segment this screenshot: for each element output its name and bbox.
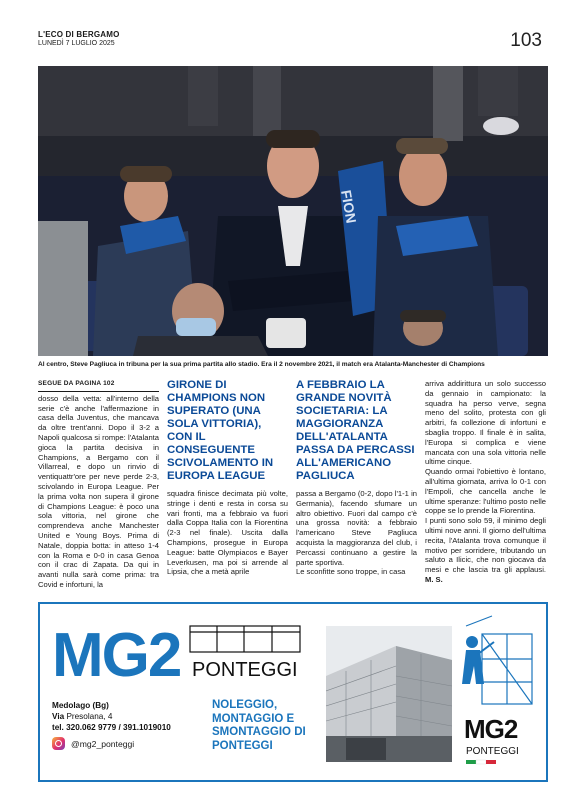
building-scaffold-photo: [326, 626, 452, 762]
photo-caption: Al centro, Steve Pagliuca in tribuna per la sua prima partita allo stadio. Era il 2 novembre 2021, il match era Atalanta-Manchester di Champions: [38, 361, 485, 368]
instagram-handle[interactable]: @mg2_ponteggi: [71, 738, 135, 749]
newspaper-name: L'ECO DI BERGAMO: [38, 30, 120, 39]
article-paragraph: Le sconfitte sono troppe, in casa: [296, 567, 406, 577]
flag-white: [476, 760, 486, 764]
phone-number[interactable]: 320.062 9779 / 391.1019010: [66, 723, 171, 732]
article-text: I punti sono solo 59, il minimo degli ultimi nove anni. Il giorno dell'ultima recita, l'Atalanta trova comunque il motivo per sorridere, tributando un saluto a Ilicic, che non giocava da mesi e che lascia tra gli applausi.: [425, 516, 546, 575]
article-paragraph: dosso della vetta: all'interno della serie c'è anche l'affermazione in casa della Juventus, che mancava da oltre trent'anni. Dopo il 3-2 a Napoli qualcosa si rompe: l'Atalanta gioca la partita decisiva in Champions, a Bergamo con il Villarreal, e dopo un rinvio di ventiquattr'ore per neve perde 2-3, scivolando in Europa League. Per la prima volta non supera il girone di Champions League: è poco una sola vittoria, nel girone che comprendeva anche Manchester United e Young Boys. Prima di Natale, doppia botta: in atteso 1-4 con la Roma e 0-0 in casa Genoa con il crac di Zapata. Da qui in avanti nulla sarà come prima: tra Covid e infortuni, la: [38, 393, 159, 589]
brand-sub-text: PONTEGGI: [192, 659, 298, 681]
scaffold-icon: [190, 626, 300, 652]
ad-slogan: NOLEGGIO, MONTAGGIO E SMONTAGGIO DI PONTEGGI: [212, 699, 306, 752]
advertisement-box[interactable]: [38, 602, 548, 782]
article-column-3: [296, 379, 417, 577]
address-via-label: Via: [52, 712, 65, 721]
photo-illustration: [38, 66, 548, 356]
article-paragraph: [425, 516, 546, 585]
article-column-1: [38, 379, 159, 590]
worker-mark-illustration: [458, 614, 542, 774]
continued-from-label: SEGUE DA PAGINA 102: [38, 379, 159, 392]
pull-quote-headline: A FEBBRAIO LA GRANDE NOVITÀ SOCIETARIA: LA MAGGIORANZA DELL'ATALANTA PASSA DA PERCASSI ALL'AMERICANO PAGLIUCA: [296, 379, 415, 482]
article-paragraph: passa a Bergamo (0-2, dopo l'1-1 in Germania), facendo sfumare un altro obiettivo. Fuori dal campo c'è una grossa novità: a febbraio l'americano Steve Pagliuca acquista la maggioranza del club, i Percassi continuano a gestire la parte sportiva.: [296, 489, 417, 567]
page-header: [38, 30, 548, 54]
building-illustration: [326, 626, 452, 762]
page-number: 103: [510, 30, 542, 51]
instagram-link[interactable]: [52, 737, 134, 750]
article-column-4: [425, 379, 546, 585]
article-paragraph: squadra finisce decimata più volte, stringe i denti e resta in corsa su vari fronti, ma a febbraio va fuori dalla Coppa Italia con la Fiorentina (2-3 nel finale). Uscita dalla Champions, prosegue in Europa League: batte Olympiacos e Bayer Leverkusen, ma poi si arrende al Lipsia, che a metà aprile: [167, 489, 288, 577]
author-signature: M. S.: [425, 574, 443, 584]
address-city: Medolago (Bg): [52, 701, 109, 710]
brand-logo-text: MG2: [52, 622, 181, 690]
instagram-icon: [52, 737, 65, 750]
flag-green: [466, 760, 476, 764]
mg2-ponteggi-logo: [52, 622, 322, 692]
mark-logo-text: MG2: [464, 714, 518, 744]
scarf-lettering: FION: [338, 188, 360, 225]
article-paragraph: arriva addirittura un solo successo da gennaio in campionato: la squadra ha perso verve, segna meno del solito, protesta con gli arbitri, fa collezione di infortuni e sbaglia troppo. Il finale è in salita, l'Europa si complica e viene mancata con una sola vittoria nelle ultime cinque.: [425, 379, 546, 467]
address-street: Presolana, 4: [66, 712, 113, 721]
mark-sub-text: PONTEGGI: [466, 746, 519, 757]
phone-label: tel.: [52, 723, 64, 732]
publication-date: LUNEDÌ 7 LUGLIO 2025: [38, 40, 115, 47]
article-paragraph: Quando ormai l'obiettivo è lontano, all'ultima giornata, arriva lo 0-1 con l'Empoli, che cancella anche le ultime speranze: l'ultimo posto nelle coppe se lo prende la Fiorentina.: [425, 467, 546, 516]
ad-address: [52, 700, 171, 733]
flag-red: [486, 760, 496, 764]
ad-brand-mark: [458, 614, 542, 774]
pull-quote-headline: GIRONE DI CHAMPIONS NON SUPERATO (UNA SOLA VITTORIA), CON IL CONSEGUENTE SCIVOLAMENTO IN EUROPA LEAGUE: [167, 379, 274, 482]
article-column-2: [167, 379, 288, 577]
stadium-photo: [38, 66, 548, 356]
